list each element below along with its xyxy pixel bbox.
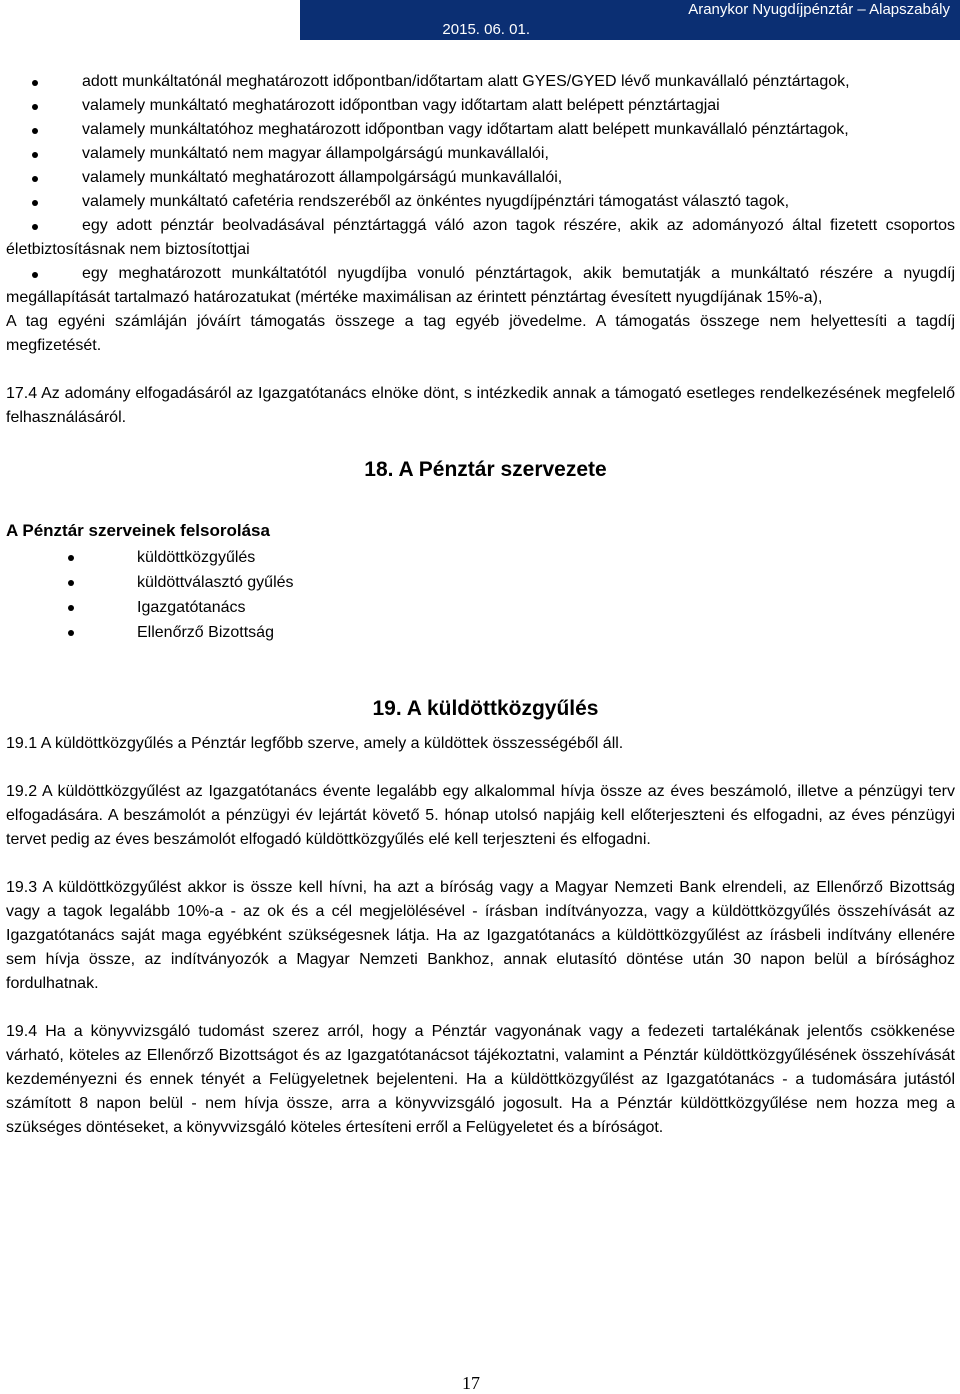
section-18-heading: 18. A Pénztár szervezete: [364, 458, 607, 481]
header-date: 2015. 06. 01.: [442, 21, 530, 38]
list-item: valamely munkáltató cafetéria rendszeréből az önkéntes nyugdíjpénztári támogatást választó tagok,: [6, 190, 955, 214]
organs-subheading: A Pénztár szerveinek felsorolása: [6, 521, 270, 540]
paragraph-19-4: 19.4 Ha a könyvvizsgáló tudomást szerez arról, hogy a Pénztár vagyonának vagy a fedezeti tartalékának jelentős csökkenése várható, köteles az Ellenőrző Bizottságot és az Igazgatótanácsot tájékoztatni, valamint a Pénztár küldöttközgyűlésének összehívását kezdeményezni és ennek tényét a Felügyeletnek bejelenteni. Ha a küldöttközgyűlést az Igazgatótanács - a tudomására jutástól számított 8 napon belül - nem hívja össze, arra a könyvvizsgáló jogosult. Ha a Pénztár küldöttközgyűlése nem hozza meg a szükséges döntéseket, a könyvvizsgáló köteles értesíteni erről a Felügyeletet és a bíróságot.: [6, 1023, 955, 1136]
list-item: adott munkáltatónál meghatározott időpontban/időtartam alatt GYES/GYED lévő munkavállaló pénztártagok,: [6, 70, 955, 94]
bullet-icon: [68, 555, 74, 561]
list-item: egy adott pénztár beolvadásával pénztártaggá váló azon tagok részére, akik az adományozó által fizetett csoportos életbiztosításnak nem biztosítottjai: [6, 217, 955, 258]
list-item: valamely munkáltató meghatározott időpontban vagy időtartam alatt belépett pénztártagjai: [6, 94, 955, 118]
paragraph-19-2: 19.2 A küldöttközgyűlést az Igazgatótanács évente legalább egy alkalommal hívja össze az éves beszámoló, illetve a pénzügyi terv elfogadására. A beszámolót a pénzügyi év lejártát követő 5. hónap utolsó napjáig kell előterjeszteni és elfogadni, az éves pénzügyi tervet pedig az éves beszámolót elfogadó küldöttközgyűlés elé kell terjeszteni és elfogadni.: [6, 783, 955, 848]
document-body: [6, 70, 955, 1140]
organs-list: [6, 545, 955, 645]
bullet-icon: [32, 80, 38, 86]
support-paragraph: A tag egyéni számláján jóváírt támogatás összege a tag egyéb jövedelme. A támogatás összege nem helyettesíti a tagdíj megfizetését.: [6, 313, 955, 354]
list-item: valamely munkáltató nem magyar állampolgárságú munkavállalói,: [6, 142, 955, 166]
bullet-icon: [32, 152, 38, 158]
list-item: Igazgatótanács: [6, 595, 955, 620]
list-item: valamely munkáltató meghatározott állampolgárságú munkavállalói,: [6, 166, 955, 190]
list-item: Ellenőrző Bizottság: [6, 620, 955, 645]
paragraph-17-4: 17.4 Az adomány elfogadásáról az Igazgatótanács elnöke dönt, s intézkedik annak a támogató esetleges rendelkezésének megfelelő felhasználásáról.: [6, 385, 955, 426]
bullet-icon: [32, 176, 38, 182]
paragraph-19-1: 19.1 A küldöttközgyűlés a Pénztár legfőbb szerve, amely a küldöttek összességéből áll.: [6, 735, 624, 752]
page-header: [300, 0, 960, 40]
list-item: küldöttválasztó gyűlés: [6, 570, 955, 595]
bullet-icon: [32, 224, 38, 230]
paragraph-19-3: 19.3 A küldöttközgyűlést akkor is össze kell hívni, ha azt a bíróság vagy a Magyar Nemzeti Bank elrendeli, az Ellenőrző Bizottság vagy a tagok legalább 10%-a - az ok és a cél megjelölésével - írásban indítványozza, vagy a küldöttközgyűlés összehívását az Igazgatótanács saját maga egyébként szükségesnek látja. Ha az Igazgatótanács a küldöttközgyűlést az írásbeli indítvány ellenére sem hívja össze, az indítványozók a Magyar Nemzeti Bankhoz, annak elutasító döntése után 30 napon belül a bírósághoz fordulhatnak.: [6, 879, 955, 992]
list-item: egy meghatározott munkáltatótól nyugdíjba vonuló pénztártagok, akik bemutatják a munkáltató részére a nyugdíj megállapítását tartalmazó határozatukat (mértéke maximálisan az érintett pénztártag évesített nyugdíjának 15%-a),: [6, 265, 955, 306]
bullet-icon: [32, 104, 38, 110]
bullet-icon: [32, 272, 38, 278]
header-title: Aranykor Nyugdíjpénztár – Alapszabály: [688, 1, 950, 18]
bullet-icon: [68, 630, 74, 636]
bullet-icon: [32, 200, 38, 206]
list-item: valamely munkáltatóhoz meghatározott időpontban vagy időtartam alatt belépett munkavállaló pénztártagok,: [6, 118, 955, 142]
bullet-icon: [32, 128, 38, 134]
bullet-icon: [68, 605, 74, 611]
section-19-heading: 19. A küldöttközgyűlés: [372, 697, 599, 720]
page-number: 17: [462, 1373, 480, 1393]
support-target-list: [6, 70, 955, 310]
list-item: küldöttközgyűlés: [6, 545, 955, 570]
bullet-icon: [68, 580, 74, 586]
